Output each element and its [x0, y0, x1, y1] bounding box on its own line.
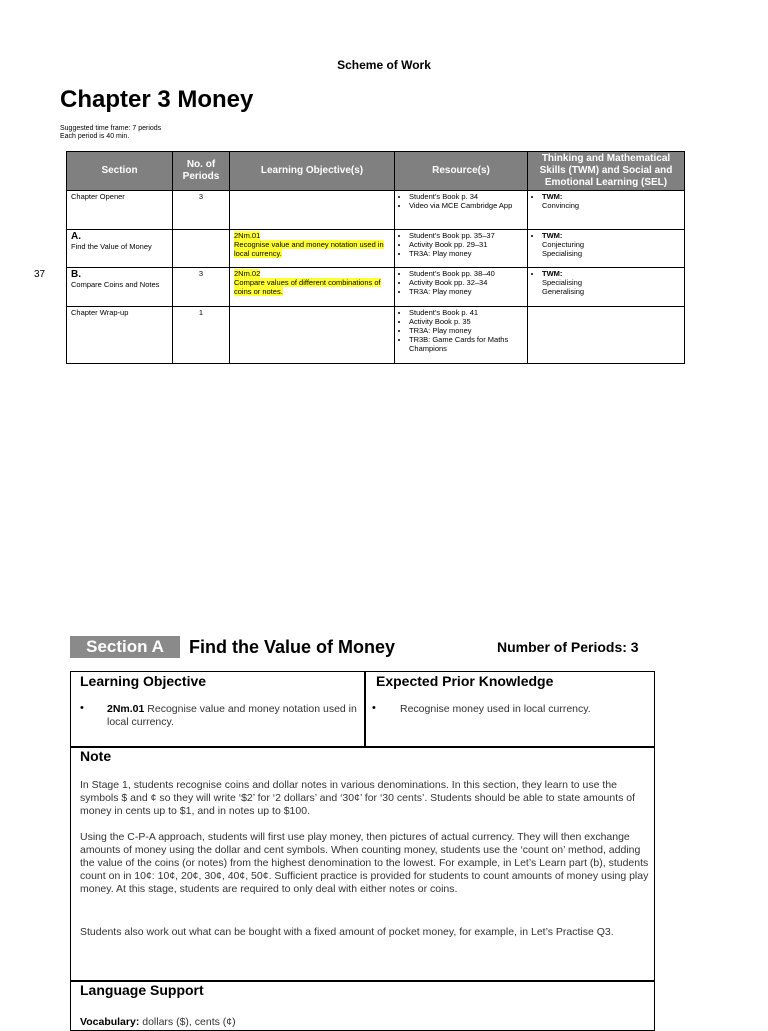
note-paragraph: Using the C-P-A approach, students will first use play money, then pictures of actual currency. They will then exchange amounts of money using the dollar and cent symbols. When counting money, students use the ‘count on’ method, adding the value of the coins (or notes) from the highest denomination to the lowest. For example, in Let’s Learn part (b), students count on in 10¢: 10¢, 20¢, 30¢, 40¢, 50¢. Sufficient practice is provided for students to count amounts of money using play money. At this stage, students are required to only deal with either notes or coins.: [80, 831, 649, 895]
twm-cell: [528, 268, 685, 307]
section-cell: [67, 307, 173, 364]
twm-item: Specialising: [542, 278, 583, 287]
twm-label: • TWM:: [542, 192, 680, 201]
periods-cell: [173, 230, 230, 268]
box-divider: [364, 671, 366, 747]
section-name: Chapter Opener: [71, 192, 125, 201]
resource-item: • Student’s Book pp. 35–37: [409, 231, 523, 240]
header-periods: No. of Periods: [173, 152, 230, 191]
note-paragraph: Students also work out what can be bought with a fixed amount of pocket money, for example, in Let’s Practise Q3.: [80, 926, 614, 938]
table-row: [67, 230, 685, 268]
header-learning-objectives: Learning Objective(s): [230, 152, 395, 191]
twm-item: Generalising: [542, 287, 585, 296]
table-row: [67, 307, 685, 364]
lo-cell: [230, 230, 395, 268]
vocabulary-text: dollars ($), cents (¢): [139, 1016, 236, 1028]
lo-code: 2Nm.01: [107, 703, 145, 715]
section-letter: B.: [71, 269, 81, 280]
twm-label: • TWM:: [542, 231, 680, 240]
lo-cell: [230, 191, 395, 230]
lo-description: Recognise value and money notation used in local currency.: [107, 703, 357, 728]
resources-cell: [395, 191, 528, 230]
bullet-icon: •: [372, 702, 376, 714]
header-twm-sel: Thinking and Mathematical Skills (TWM) and Social and Emotional Learning (SEL): [528, 152, 685, 191]
section-title: Find the Value of Money: [189, 637, 396, 657]
header-section: Section: [67, 152, 173, 191]
resources-cell: [395, 230, 528, 268]
lo-text: Compare values of different combinations of coins or notes.: [234, 278, 381, 296]
table-row: [67, 191, 685, 230]
twm-label: • TWM:: [542, 269, 680, 278]
box-divider: [70, 746, 655, 748]
resources-cell: [395, 268, 528, 307]
table-header-row: [67, 152, 685, 191]
scheme-of-work-table: [66, 151, 685, 364]
twm-cell: [528, 230, 685, 268]
periods-cell: 3: [173, 268, 230, 307]
lo-code: 2Nm.01: [234, 231, 261, 240]
resource-item: • Activity Book p. 35: [409, 317, 523, 326]
learning-objective-heading: Learning Objective: [80, 673, 207, 689]
vocabulary-label: Vocabulary:: [80, 1016, 140, 1028]
prior-knowledge-text: Recognise money used in local currency.: [400, 703, 591, 715]
resource-item: • Student’s Book p. 41: [409, 308, 523, 317]
resource-item: • TR3B: Game Cards for Maths Champions: [409, 335, 523, 353]
twm-cell: [528, 307, 685, 364]
table-row: [67, 268, 685, 307]
resource-item: • Student’s Book p. 34: [409, 192, 523, 201]
resource-item: • Activity Book pp. 29–31: [409, 240, 523, 249]
vocabulary-line: [80, 1016, 654, 1029]
resource-item: • TR3A: Play money: [409, 287, 523, 296]
header-resources: Resource(s): [395, 152, 528, 191]
section-cell: [67, 230, 173, 268]
section-cell: [67, 191, 173, 230]
resource-item: • TR3A: Play money: [409, 249, 523, 258]
section-letter: A.: [71, 231, 81, 242]
lo-cell: [230, 307, 395, 364]
scheme-of-work-title: Scheme of Work: [337, 58, 431, 72]
periods-cell: 1: [173, 307, 230, 364]
page-number: 37: [34, 269, 46, 280]
resource-item: • Student’s Book pp. 38–40: [409, 269, 523, 278]
twm-item: Specialising: [542, 249, 583, 258]
bullet-icon: •: [80, 702, 84, 714]
section-cell: [67, 268, 173, 307]
language-support-heading: Language Support: [80, 982, 204, 998]
lo-code: 2Nm.02: [234, 269, 261, 278]
resource-item: • Activity Book pp. 32–34: [409, 278, 523, 287]
note-paragraph: In Stage 1, students recognise coins and dollar notes in various denominations. In this section, they learn to use the symbols $ and ¢ so they will write ‘$2’ for ‘2 dollars’ and ‘30¢’ for ‘30 cents’. Students should be able to state amounts of money in cents up to $1, and in notes up to $100.: [80, 779, 636, 817]
note-heading: Note: [80, 748, 112, 764]
lo-cell: [230, 268, 395, 307]
resource-item: • Video via MCE Cambridge App: [409, 201, 523, 210]
chapter-title: Chapter 3 Money: [60, 86, 254, 113]
section-name: Compare Coins and Notes: [71, 280, 160, 289]
section-tag: Section A: [70, 636, 180, 658]
twm-item: Conjecturing: [542, 240, 585, 249]
section-name: Find the Value of Money: [71, 242, 152, 251]
periods-cell: 3: [173, 191, 230, 230]
twm-cell: [528, 191, 685, 230]
resources-cell: [395, 307, 528, 364]
period-length-text: Each period is 40 min.: [60, 133, 130, 140]
learning-objective-text: [107, 703, 357, 729]
prior-knowledge-heading: Expected Prior Knowledge: [376, 673, 554, 689]
resource-item: • TR3A: Play money: [409, 326, 523, 335]
lo-text: Recognise value and money notation used in local currency.: [234, 240, 384, 258]
twm-item: Convincing: [542, 201, 580, 210]
section-name: Chapter Wrap-up: [71, 308, 129, 317]
section-periods: Number of Periods: 3: [497, 639, 639, 655]
time-frame-text: Suggested time frame: 7 periods: [60, 125, 162, 132]
